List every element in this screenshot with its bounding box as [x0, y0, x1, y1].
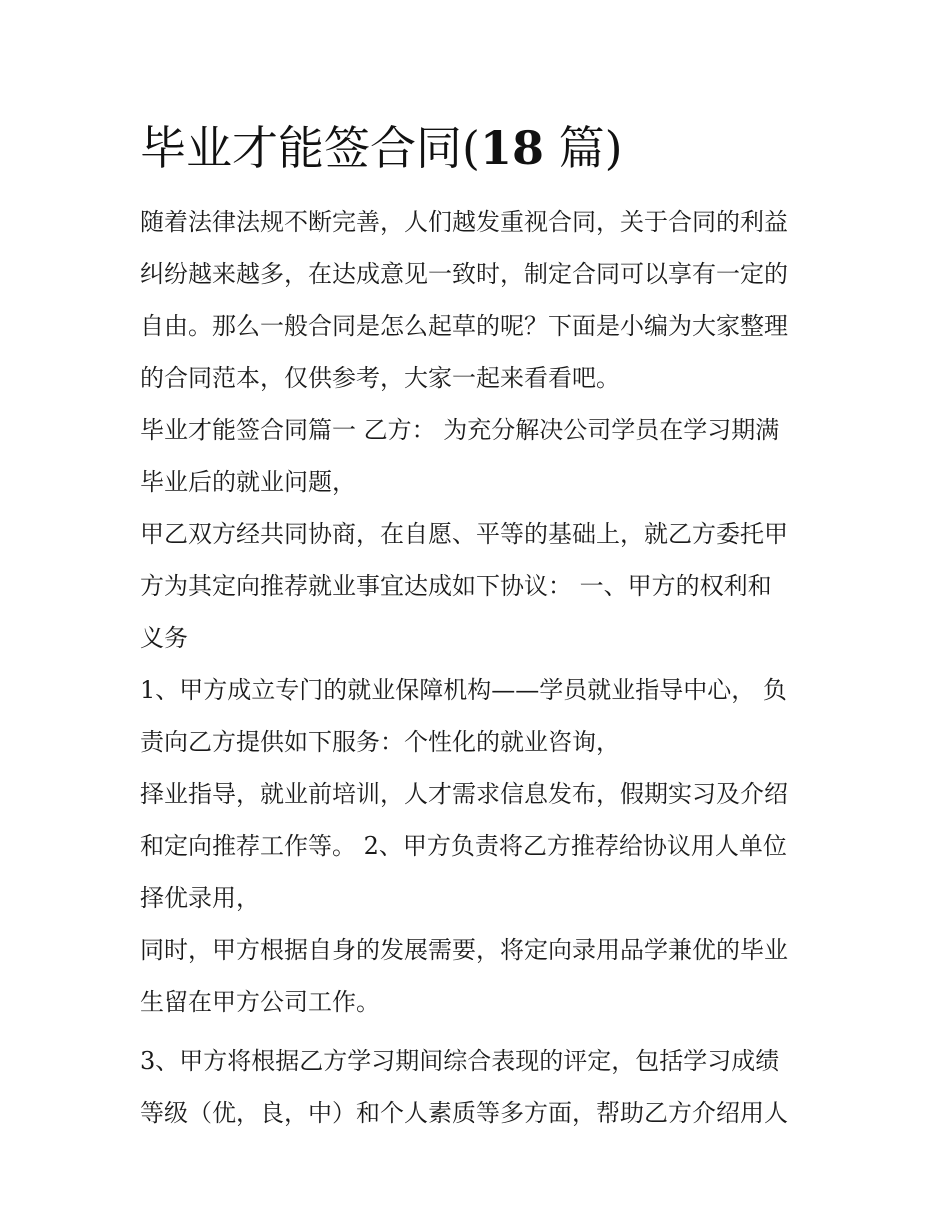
text-line-8: 方为其定向推荐就业事宜达成如下协议： 一、甲方的权利和 [140, 572, 772, 600]
text-line-12: 择业指导，就业前培训，人才需求信息发布，假期实习及介绍 [140, 780, 788, 808]
text-line-11: 责向乙方提供如下服务：个性化的就业咨询， [140, 728, 620, 756]
text-line-14: 择优录用， [140, 884, 260, 912]
document-title [140, 118, 623, 178]
text-line-3: 自由。那么一般合同是怎么起草的呢？下面是小编为大家整理 [140, 312, 788, 340]
text-line-10: 1、甲方成立专门的就业保障机构——学员就业指导中心， 负 [140, 676, 787, 704]
title-suffix: 篇) [543, 121, 623, 175]
text-line-7: 甲乙双方经共同协商，在自愿、平等的基础上，就乙方委托甲 [140, 520, 788, 548]
text-line-6: 毕业后的就业问题， [140, 468, 356, 496]
title-number: 18 [479, 121, 544, 175]
text-line-17: 3、甲方将根据乙方学习期间综合表现的评定，包括学习成绩 [140, 1047, 780, 1075]
document-body [140, 196, 820, 1139]
text-line-15: 同时，甲方根据自身的发展需要，将定向录用品学兼优的毕业 [140, 936, 788, 964]
title-prefix: 毕业才能签合同( [140, 121, 480, 175]
text-line-18: 等级（优，良，中）和个人素质等多方面，帮助乙方介绍用人 [140, 1099, 788, 1127]
text-line-5: 毕业才能签合同篇一 乙方： 为充分解决公司学员在学习期满 [140, 416, 780, 444]
paragraph-gap [140, 1028, 820, 1035]
text-line-1: 随着法律法规不断完善，人们越发重视合同，关于合同的利益 [140, 208, 788, 236]
text-line-4: 的合同范本，仅供参考，大家一起来看看吧。 [140, 364, 620, 392]
text-line-2: 纠纷越来越多，在达成意见一致时，制定合同可以享有一定的 [140, 260, 788, 288]
text-line-13: 和定向推荐工作等。 2、甲方负责将乙方推荐给协议用人单位 [140, 832, 787, 860]
text-line-9: 义务 [140, 624, 188, 652]
text-line-16: 生留在甲方公司工作。 [140, 988, 380, 1016]
